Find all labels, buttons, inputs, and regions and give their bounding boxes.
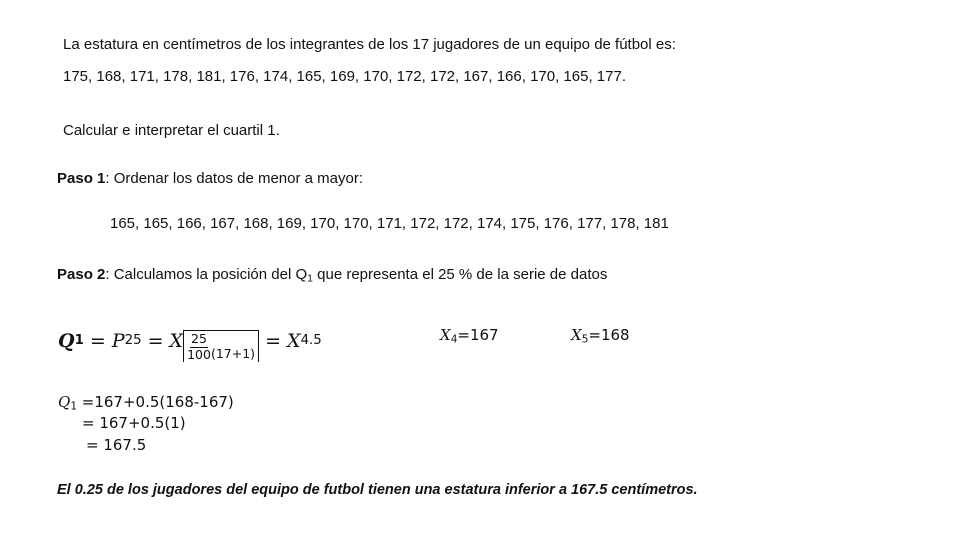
calc-q-sub: 1	[70, 400, 77, 413]
x5-sub: 5	[581, 333, 589, 346]
formula-eq3: =	[259, 330, 288, 352]
step2-line	[57, 266, 607, 283]
task-text: Calcular e interpretar el cuartil 1.	[63, 122, 280, 139]
step2-label: Paso 2	[57, 266, 106, 283]
data-list: 175, 168, 171, 178, 181, 176, 174, 165, 169, 170, 172, 172, 167, 166, 170, 165, 177.	[63, 68, 626, 85]
x4-value	[440, 326, 499, 344]
formula-frac-rest: (17+1)	[210, 345, 256, 361]
step2-subscript: 1	[307, 272, 313, 285]
formula-index-bracket	[183, 330, 259, 362]
problem-statement: La estatura en centímetros de los integrantes de los 17 jugadores de un equipo de fútbol es:	[63, 36, 676, 53]
calc-line-1	[58, 393, 234, 411]
formula-eq2: =	[141, 330, 170, 352]
step2-text-before: : Calculamos la posición del Q	[105, 266, 308, 283]
quartile-formula: Q 1 = P 25 = X $\frac{25}{100}$ (17+1) = X 4.5	[58, 330, 322, 362]
formula-eq1: =	[83, 330, 112, 352]
formula-x-letter: X	[169, 330, 184, 352]
formula-q-letter: Q	[58, 330, 75, 352]
sorted-data-list: 165, 165, 166, 167, 168, 169, 170, 170, 171, 172, 172, 174, 175, 176, 177, 178, 181	[110, 215, 669, 232]
step1-line	[57, 170, 363, 187]
step1-label: Paso 1	[57, 170, 106, 187]
x5-equals: =168	[588, 326, 630, 344]
formula-frac-num: 25	[191, 331, 207, 346]
conclusion-text: El 0.25 de los jugadores del equipo de futbol tienen una estatura inferior a 167.5 centímetros.	[57, 482, 698, 498]
x4-letter: X	[440, 326, 451, 344]
formula-fraction	[187, 333, 211, 361]
x5-letter: X	[571, 326, 582, 344]
calc-line-2: = 167+0.5(1)	[82, 414, 186, 432]
calc-line-3: = 167.5	[86, 436, 147, 454]
formula-p-letter: P	[111, 330, 125, 352]
x4-sub: 4	[450, 333, 458, 346]
x4-equals: =167	[457, 326, 499, 344]
formula-x2-letter: X	[287, 330, 301, 352]
step1-text: : Ordenar los datos de menor a mayor:	[105, 170, 363, 187]
step2-text-after: que representa el 25 % de la serie de datos	[312, 266, 608, 283]
x5-value	[571, 326, 630, 344]
calc-line1-text: =167+0.5(168-167)	[77, 393, 234, 411]
formula-frac-den: 100	[187, 346, 211, 362]
calc-q-letter: Q	[58, 393, 71, 411]
